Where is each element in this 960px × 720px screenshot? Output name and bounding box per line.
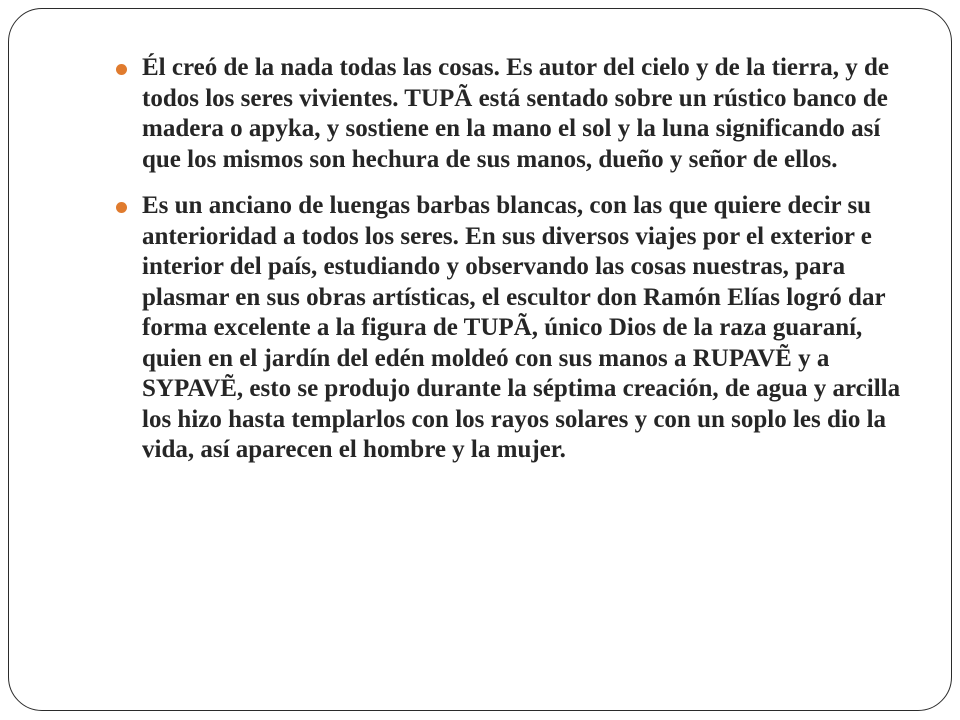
bullet-dot-icon [116,202,127,213]
bullet-text: Él creó de la nada todas las cosas. Es autor del cielo y de la tierra, y de todos los seres vivientes. TUPÃ está sentado sobre un rústico banco de madera o apyka, y sostiene en la mano el sol y la luna significando así que los mismos son hechura de sus manos, dueño y señor de ellos. [142,54,889,173]
bullet-item [114,191,914,466]
bullet-dot-icon [116,64,127,75]
bullet-list [114,53,914,482]
bullet-item [114,53,914,175]
slide-frame [8,8,952,711]
bullet-text: Es un anciano de luengas barbas blancas, con las que quiere decir su anterioridad a todos los seres. En sus diversos viajes por el exterior e interior del país, estudiando y observando las cosas nuestras, para plasmar en sus obras artísticas, el escultor don Ramón Elías logró dar forma excelente a la figura de TUPÃ, único Dios de la raza guaraní, quien en el jardín del edén moldeó con sus manos a RUPAVẼ y a SYPAVẼ, esto se produjo durante la séptima creación, de agua y arcilla los hizo hasta templarlos con los rayos solares y con un soplo les dio la vida, así aparecen el hombre y la mujer. [142,192,901,463]
